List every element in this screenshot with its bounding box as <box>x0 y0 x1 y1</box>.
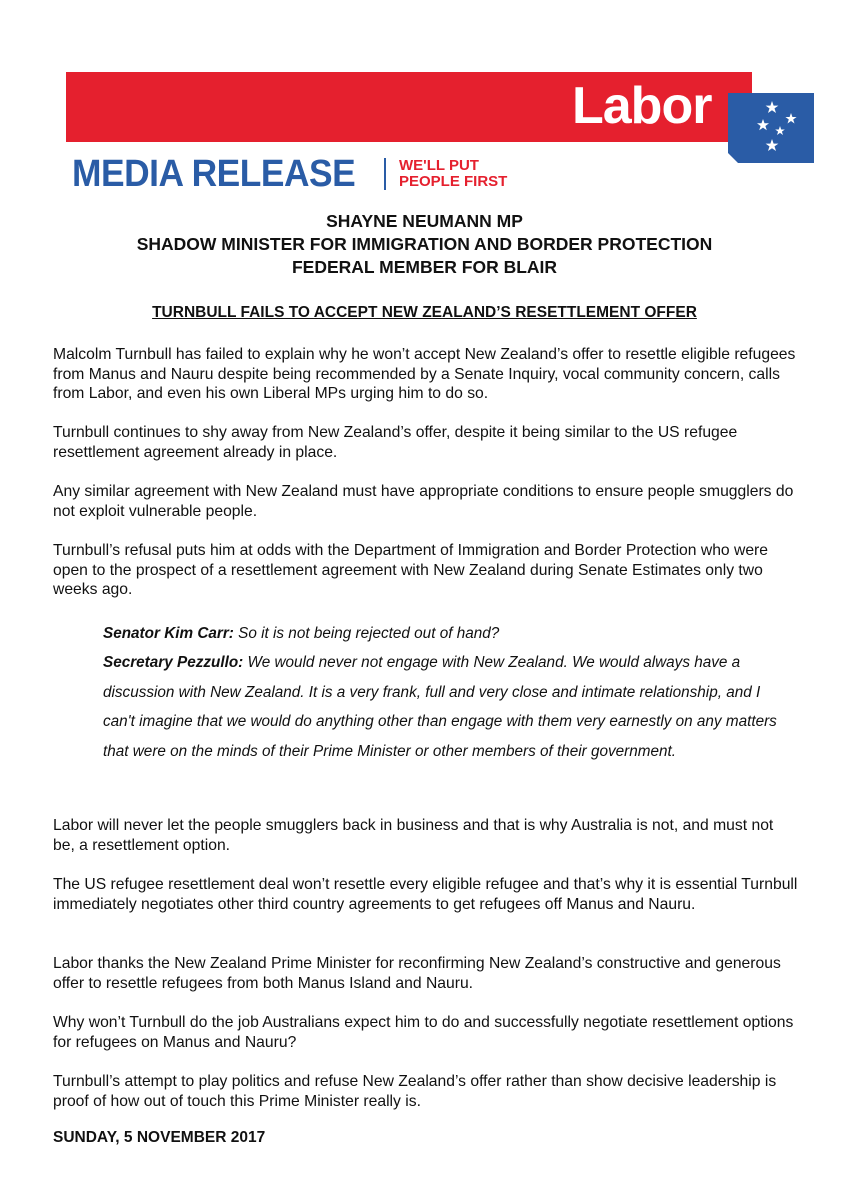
labor-logo: Labor <box>572 77 712 135</box>
release-date: SUNDAY, 5 NOVEMBER 2017 <box>53 1129 266 1146</box>
paragraph-6: The US refugee resettlement deal won’t resettle every eligible refugee and that’s why it is essential Turnbull immediately negotiates other third country agreements to get refugees off Manus and Nauru. <box>53 876 798 913</box>
member-block <box>0 210 849 279</box>
quote-speaker-1: Senator Kim Carr: <box>103 625 234 642</box>
quote-text-2: We would never not engage with New Zealand. We would always have a discussion with New Zealand. It is a very frank, full and very close and intimate relationship, and I can't imagine that we would do anything other than engage with them very earnestly on any matters that were on the minds of their Prime Minister or other members of their government. <box>103 654 777 760</box>
paragraph-5: Labor will never let the people smugglers back in business and that is why Australia is not, and must not be, a resettlement option. <box>53 817 774 854</box>
quote-text-1: So it is not being rejected out of hand? <box>238 625 500 642</box>
quote-line-2 <box>103 648 793 766</box>
member-role: SHADOW MINISTER FOR IMMIGRATION AND BORDER PROTECTION <box>136 234 713 254</box>
southern-cross-stars-icon <box>728 93 814 163</box>
quote-speaker-2: Secretary Pezzullo: <box>103 654 244 672</box>
paragraph-4: Turnbull’s refusal puts him at odds with the Department of Immigration and Border Protection who were open to the prospect of a resettlement agreement with New Zealand during Senate Estimates only two weeks ago. <box>53 542 768 598</box>
tagline <box>399 158 507 190</box>
quote-line-1 <box>103 619 793 648</box>
paragraph-9: Turnbull’s attempt to play politics and refuse New Zealand’s offer rather than show decisive leadership is proof of how out of touch this Prime Minister really is. <box>53 1073 777 1110</box>
tagline-line-2: PEOPLE FIRST <box>399 173 508 190</box>
paragraph-7: Labor thanks the New Zealand Prime Minister for reconfirming New Zealand’s constructive and generous offer to resettle refugees from both Manus Island and Nauru. <box>53 955 781 992</box>
paragraph-3: Any similar agreement with New Zealand must have appropriate conditions to ensure people smugglers do not exploit vulnerable people. <box>53 483 794 520</box>
paragraph-8: Why won’t Turnbull do the job Australians expect him to do and successfully negotiate resettlement options for refugees on Manus and Nauru? <box>53 1014 794 1051</box>
member-name: SHAYNE NEUMANN MP <box>326 211 523 231</box>
media-release-title: MEDIA RELEASE <box>72 153 356 195</box>
tagline-divider <box>384 158 386 190</box>
tagline-line-1: WE'LL PUT <box>399 157 479 174</box>
senate-estimates-quote <box>103 619 793 766</box>
member-electorate: FEDERAL MEMBER FOR BLAIR <box>291 257 558 277</box>
headline: TURNBULL FAILS TO ACCEPT NEW ZEALAND’S RESETTLEMENT OFFER <box>152 304 697 321</box>
paragraph-2: Turnbull continues to shy away from New Zealand’s offer, despite it being similar to the US refugee resettlement agreement already in place. <box>53 424 738 461</box>
paragraph-1: Malcolm Turnbull has failed to explain why he won’t accept New Zealand’s offer to resettle eligible refugees from Manus and Nauru despite being recommended by a Senate Inquiry, vocal community concern, calls from Labor, and even his own Liberal MPs urging him to do so. <box>53 346 796 402</box>
